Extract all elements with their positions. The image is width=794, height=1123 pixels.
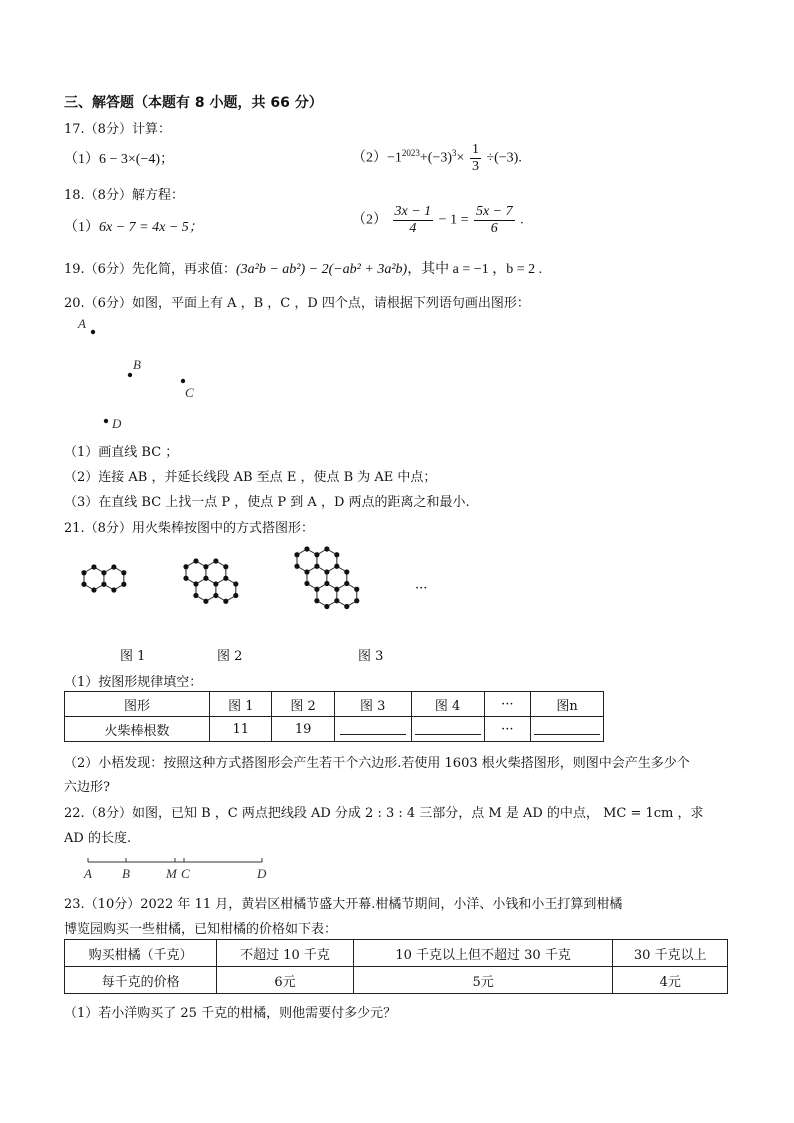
q22-line1: 22.（8分）如图，已知 B ，C 两点把线段 AD 分成 2 : 3 : 4 三部分，点 M 是 AD 的中点， MC = 1cm ，求 (64, 806, 704, 821)
segment-figure (82, 852, 282, 882)
q18-fraction-right: $\frac{5x - 7}{6}$ (475, 204, 513, 236)
q17-fraction: $\frac{1}{3}$ (471, 142, 479, 174)
q18-part2: （2） $\frac{3x - 1}{4}$ − 1 = $\frac{5x - 7}{6}$ . (352, 204, 524, 236)
matchstick-joint (81, 582, 86, 587)
table-row-label: 每千克的价格 (65, 967, 217, 994)
hexagon-figure-1 (81, 564, 126, 592)
figure-3-caption: 图 3 (358, 649, 384, 664)
matchstick-joint (334, 564, 339, 569)
matchstick-joint (223, 599, 228, 604)
q20-step2: （2）连接 AB ，并延长线段 AB 至点 E ，使点 B 为 AE 中点； (64, 470, 437, 485)
matchstick-joint (101, 582, 106, 587)
section-title: 三、解答题（本题有 8 小题，共 66 分） (64, 95, 323, 111)
table-cell: 6元 (217, 967, 353, 994)
q20-point-figure (70, 312, 230, 432)
table-cell: 11 (210, 717, 272, 742)
table-header-cell: 30 千克以上 (613, 940, 728, 967)
answer-blank-fig3[interactable] (334, 717, 411, 742)
matchstick-joint (354, 598, 359, 603)
matchstick-joint (203, 564, 208, 569)
q21-step2-line1: （2）小梧发现：按照这种方式搭图形会产生若干个六边形.若使用 1603 根火柴搭图形，则图中会产生多少个 (64, 756, 690, 771)
table-cell: 4元 (613, 967, 728, 994)
matchstick-joint (334, 598, 339, 603)
table-cell: 19 (272, 717, 334, 742)
hexagon-figure-2 (183, 558, 238, 603)
matchstick-joint (344, 581, 349, 586)
table-header-cell: 图 2 (272, 692, 334, 717)
q19: 19.（6分）先化简，再求值：(3a²b − ab²) − 2(−ab² + 3a²b)，其中 a = −1 ，b = 2 . (64, 262, 543, 277)
hexagon-figure-3 (294, 546, 359, 609)
q23-line1: 23.（10分）2022 年 11 月，黄岩区柑橘节盛大开幕.柑橘节期间，小洋、小钱和小王打算到柑橘 (64, 897, 623, 912)
q21-stem: 21.（8分）用火柴棒按图中的方式搭图形： (64, 521, 314, 536)
matchstick-joint (314, 587, 319, 592)
label-d: D (257, 866, 267, 881)
figure-2-caption: 图 2 (217, 649, 243, 664)
point-d (104, 419, 108, 423)
table-header-cell: 图 3 (334, 692, 411, 717)
matchstick-joint (324, 569, 329, 574)
matchstick-joint (203, 576, 208, 581)
q18-fraction-left: $\frac{3x - 1}{4}$ (394, 204, 432, 236)
matchstick-joint (304, 546, 309, 551)
q18-part1: （1）6x − 7 = 4x − 5； (64, 220, 203, 235)
q17-stem: 17.（8分）计算： (64, 122, 171, 137)
matchstick-joint (101, 570, 106, 575)
point-b (128, 373, 132, 377)
q20-stem: 20.（6分）如图，平面上有 A ，B ，C ，D 四个点，请根据下列语句画出图形： (64, 296, 530, 311)
matchstick-joint (344, 569, 349, 574)
table-header-cell: 图n (531, 692, 604, 717)
q23-step1: （1）若小洋购买了 25 千克的柑橘，则他需要付多少元？ (64, 1006, 397, 1021)
matchstick-joint (111, 587, 116, 592)
matchstick-figures (70, 545, 410, 645)
table-header-cell: 图 1 (210, 692, 272, 717)
table-row-label: 火柴棒根数 (65, 717, 210, 742)
matchstick-joint (91, 587, 96, 592)
matchstick-joint (334, 587, 339, 592)
table-row (65, 717, 604, 742)
matchstick-joint (183, 576, 188, 581)
matchstick-joint (81, 570, 86, 575)
table-header-cell: 图形 (65, 692, 210, 717)
matchstick-joint (233, 581, 238, 586)
table-header-cell: 不超过 10 千克 (217, 940, 353, 967)
q21-step2-line2: 六边形? (64, 780, 110, 795)
matchstick-joint (233, 593, 238, 598)
matchstick-joint (193, 558, 198, 563)
matchstick-joint (223, 576, 228, 581)
answer-blank-fign[interactable] (531, 717, 604, 742)
table-header-cell: 图 4 (411, 692, 484, 717)
q21-step1: （1）按图形规律填空： (64, 675, 203, 690)
matchstick-joint (193, 593, 198, 598)
figures-ellipsis: ··· (415, 581, 428, 596)
matchstick-joint (334, 552, 339, 557)
matchstick-joint (324, 604, 329, 609)
answer-blank-fig4[interactable] (411, 717, 484, 742)
matchstick-joint (111, 564, 116, 569)
matchstick-joint (324, 581, 329, 586)
table-row (65, 692, 604, 717)
matchstick-joint (213, 558, 218, 563)
matchstick-joint (304, 581, 309, 586)
label-c: C (181, 866, 190, 881)
matchstick-joint (213, 593, 218, 598)
point-c (181, 379, 185, 383)
matchstick-joint (203, 599, 208, 604)
q17-part1: （1）6 − 3×(−4)； (64, 152, 175, 167)
q22-line2: AD 的长度. (64, 831, 132, 846)
matchstick-joint (314, 552, 319, 557)
label-b: B (133, 357, 141, 372)
q23-line2: 博览园购买一些柑橘，已知柑橘的价格如下表： (64, 922, 338, 937)
point-a (91, 330, 95, 334)
matchstick-joint (91, 564, 96, 569)
table-row (65, 940, 728, 967)
matchstick-joint (344, 604, 349, 609)
table-row (65, 967, 728, 994)
q19-expression: (3a²b − ab²) − 2(−ab² + 3a²b) (235, 262, 408, 277)
matchstick-joint (354, 587, 359, 592)
matchstick-joint (294, 552, 299, 557)
matchstick-table (64, 691, 604, 742)
label-b: B (122, 866, 130, 881)
matchstick-joint (121, 582, 126, 587)
table-cell: ··· (484, 717, 531, 742)
matchstick-joint (213, 581, 218, 586)
figure-1-caption: 图 1 (120, 649, 146, 664)
matchstick-joint (193, 581, 198, 586)
table-cell: 5元 (353, 967, 613, 994)
q20-step3: （3）在直线 BC 上找一点 P ，使点 P 到 A ，D 两点的距离之和最小. (64, 495, 470, 510)
matchstick-joint (304, 569, 309, 574)
matchstick-joint (183, 564, 188, 569)
matchstick-joint (294, 564, 299, 569)
label-d: D (112, 416, 122, 431)
q17-part2: $(2)-1^{2023}+(-3)^3\times$ $\frac{1}{3}$ ÷(−3). (352, 142, 522, 174)
matchstick-joint (223, 564, 228, 569)
table-header-cell: 购买柑橘（千克） (65, 940, 217, 967)
price-table (64, 939, 728, 994)
label-a: A (84, 866, 92, 881)
matchstick-joint (314, 598, 319, 603)
label-m: M (166, 866, 177, 881)
q18-stem: 18.（8分）解方程： (64, 188, 184, 203)
q20-step1: （1）画直线 BC ； (64, 445, 179, 460)
label-c: C (185, 385, 194, 400)
table-header-cell: ··· (484, 692, 531, 717)
matchstick-joint (324, 546, 329, 551)
label-a: A (78, 316, 86, 331)
matchstick-joint (314, 564, 319, 569)
table-header-cell: 10 千克以上但不超过 30 千克 (353, 940, 613, 967)
matchstick-joint (121, 570, 126, 575)
